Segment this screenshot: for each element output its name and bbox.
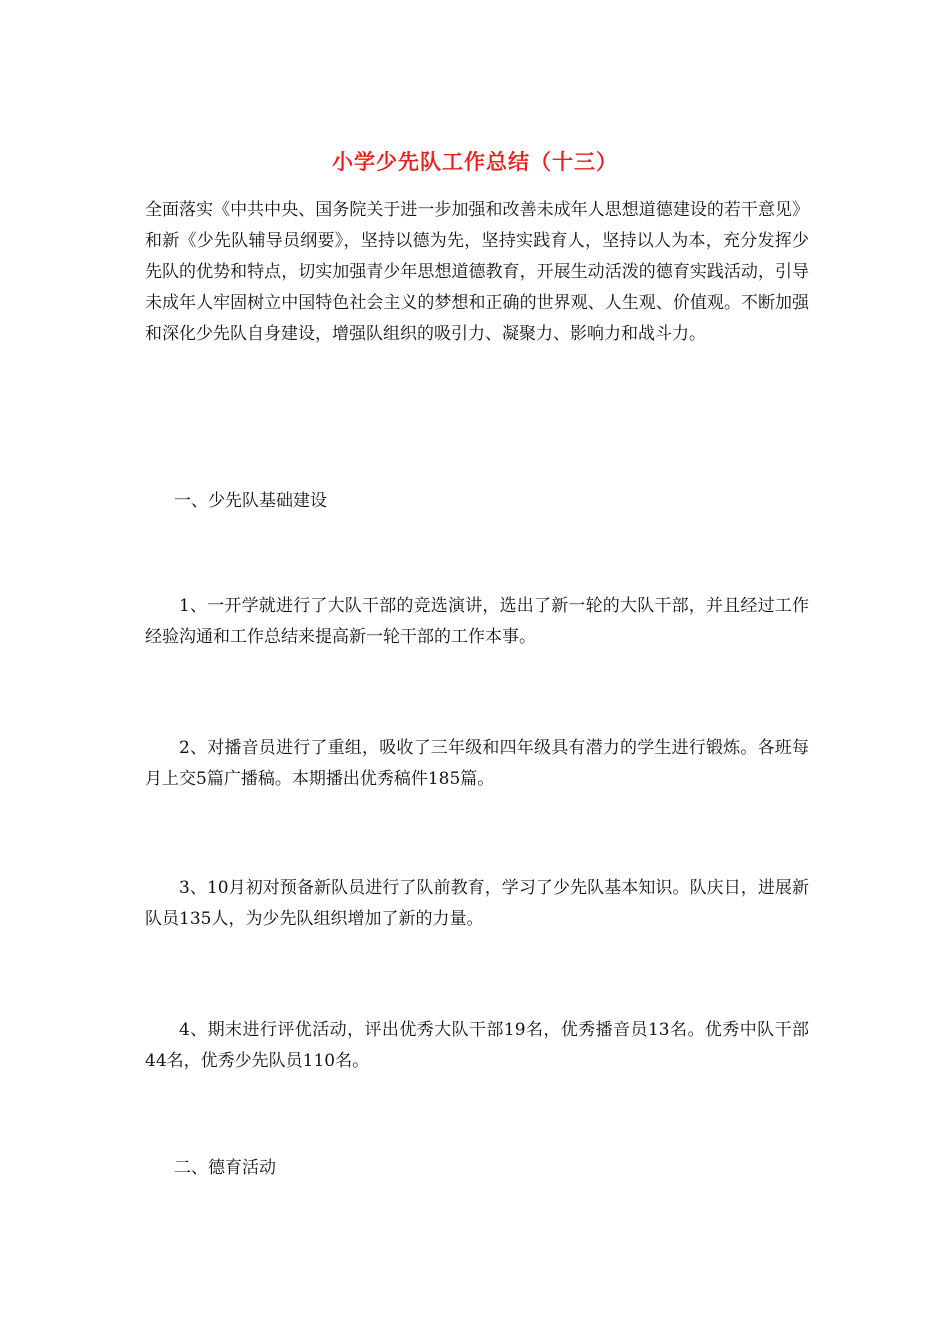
- section-heading-moral-activities: 二、德育活动: [174, 1158, 276, 1178]
- section-heading-basic-construction: 一、少先队基础建设: [174, 491, 327, 511]
- document-title: 小学少先队工作总结（十三）: [332, 149, 618, 174]
- list-item: 2、对播音员进行了重组，吸收了三年级和四年级具有潜力的学生进行锻炼。各班每月上交5篇广播稿。本期播出优秀稿件185篇。: [145, 738, 809, 789]
- intro-paragraph: 全面落实《中共中央、国务院关于进一步加强和改善未成年人思想道德建设的若干意见》和新《少先队辅导员纲要》，坚持以德为先，坚持实践育人，坚持以人为本，充分发挥少先队的优势和特点，切实加强青少年思想道德教育，开展生动活泼的德育实践活动，引导未成年人牢固树立中国特色社会主义的梦想和正确的世界观、人生观、价值观。不断加强和深化少先队自身建设，增强队组织的吸引力、凝聚力、影响力和战斗力。: [145, 200, 809, 344]
- list-item: 3、10月初对预备新队员进行了队前教育，学习了少先队基本知识。队庆日，进展新队员135人，为少先队组织增加了新的力量。: [145, 878, 809, 929]
- list-item: 1、一开学就进行了大队干部的竞选演讲，选出了新一轮的大队干部，并且经过工作经验沟通和工作总结来提高新一轮干部的工作本事。: [145, 596, 809, 647]
- list-item: 4、期末进行评优活动，评出优秀大队干部19名，优秀播音员13名。优秀中队干部44名，优秀少先队员110名。: [145, 1020, 809, 1071]
